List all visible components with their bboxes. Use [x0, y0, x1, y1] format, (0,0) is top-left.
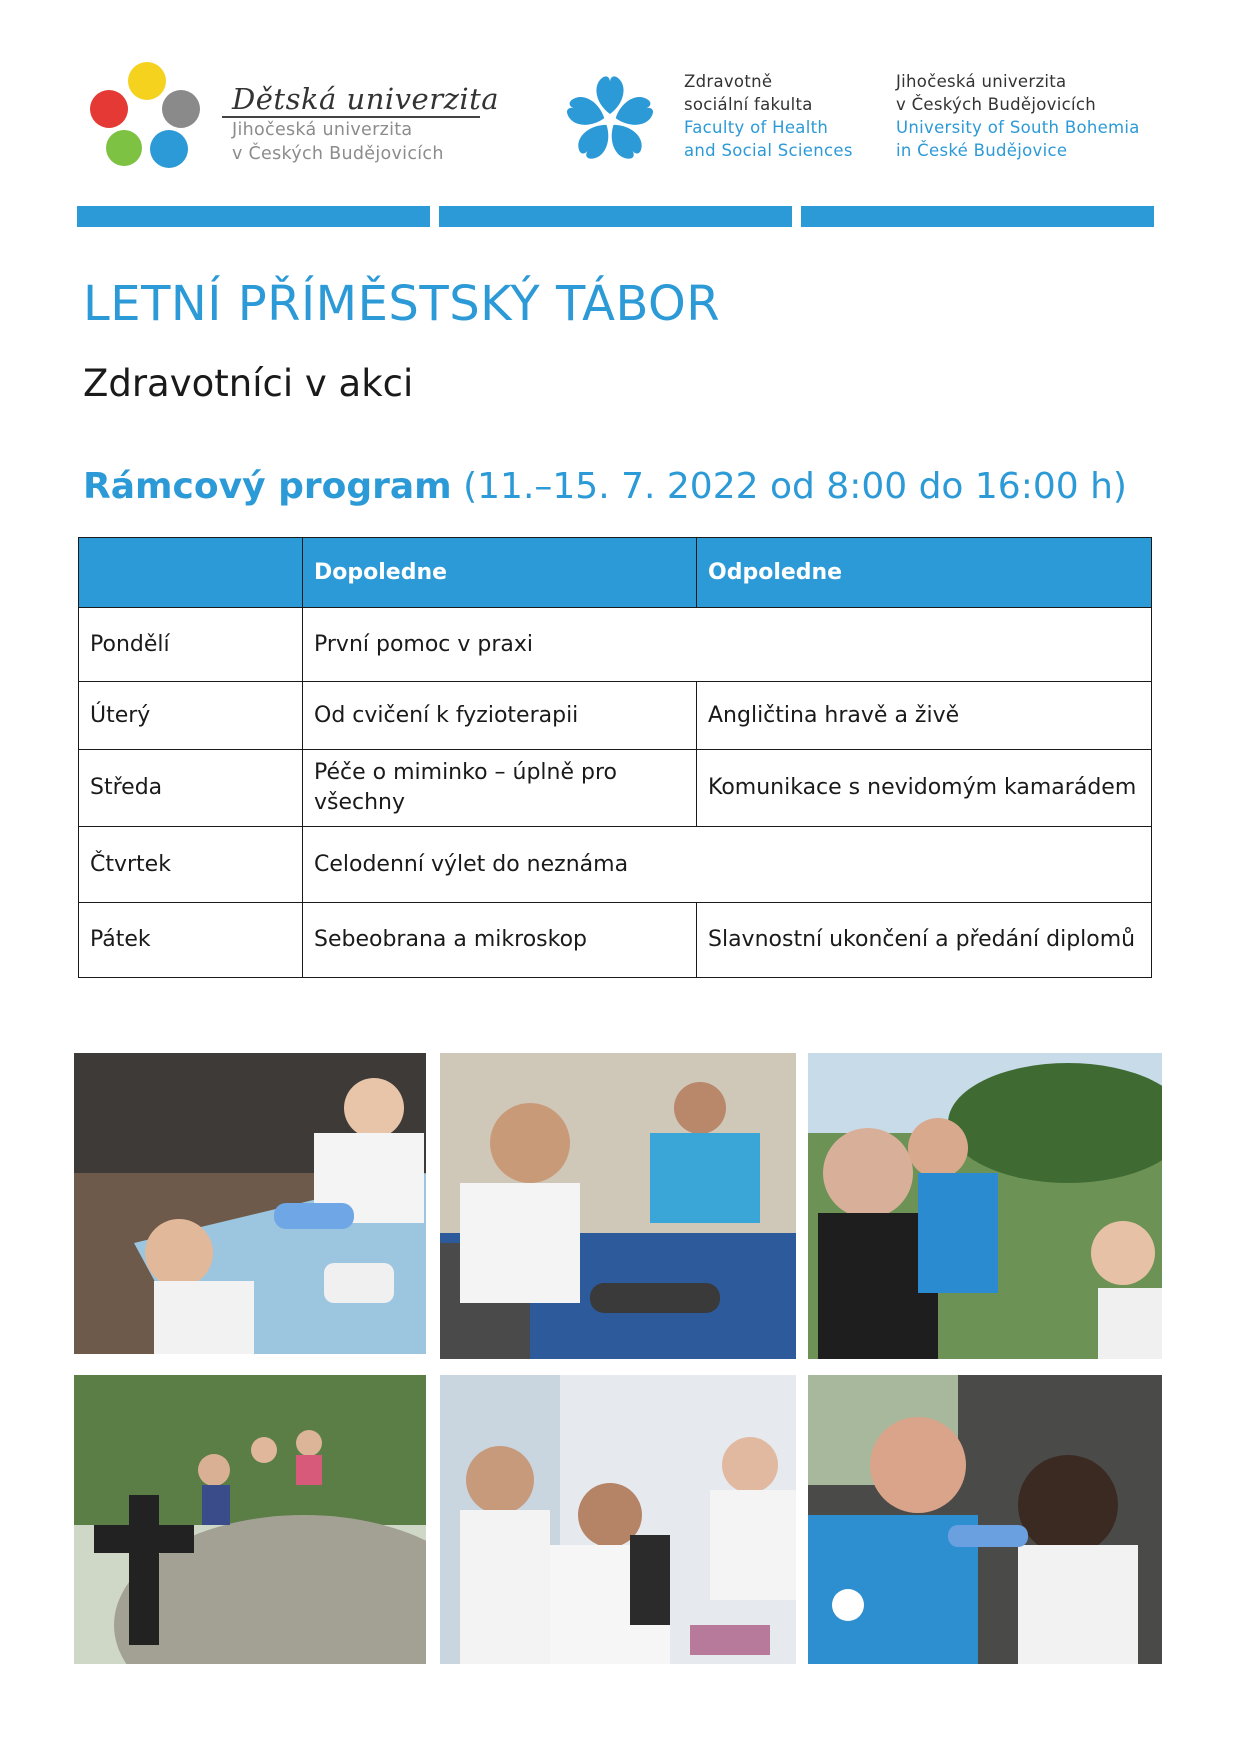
afternoon-cell: Angličtina hravě a živě	[697, 682, 1152, 750]
photo-trip-rock-cross	[74, 1375, 426, 1664]
detska-uni-line2: v Českých Budějovicích	[232, 144, 444, 164]
header-divider-bar-1	[77, 206, 430, 227]
morning-cell: Od cvičení k fyzioterapii	[303, 682, 697, 750]
all-day-cell: První pomoc v praxi	[303, 608, 1152, 682]
schedule-table	[78, 537, 1152, 978]
table-header-cell: Odpoledne	[697, 538, 1152, 608]
university-cz-line2: v Českých Budějovicích	[896, 95, 1096, 114]
header-divider-bar-2	[439, 206, 792, 227]
all-day-cell: Celodenní výlet do neznáma	[303, 827, 1152, 903]
afternoon-cell: Slavnostní ukončení a předání diplomů	[697, 903, 1152, 978]
logo-dot-yellow-icon	[128, 62, 166, 100]
page-title: LETNÍ PŘÍMĚSTSKÝ TÁBOR	[83, 276, 721, 332]
wordmark-underline	[222, 116, 480, 118]
logo-dot-gray-icon	[162, 90, 200, 128]
university-en-line2: in České Budějovice	[896, 141, 1068, 160]
logo-dot-red-icon	[90, 90, 128, 128]
day-cell: Pondělí	[79, 608, 303, 682]
detska-uni-line1: Jihočeská univerzita	[232, 120, 413, 140]
table-row	[79, 608, 1152, 682]
logo-dot-blue-icon	[150, 130, 188, 168]
photo-first-aid-outdoor	[808, 1053, 1162, 1359]
program-time: od 8:00 do 16:00 h)	[769, 466, 1127, 507]
table-row	[79, 903, 1152, 978]
day-cell: Středa	[79, 750, 303, 827]
table-row	[79, 750, 1152, 827]
university-cz-line1: Jihočeská univerzita	[896, 72, 1067, 91]
photo-kids-on-floor	[440, 1053, 796, 1359]
program-dates: (11.–15. 7. 2022	[463, 466, 759, 507]
day-cell: Úterý	[79, 682, 303, 750]
photo-bandaging	[74, 1053, 426, 1354]
faculty-en-line1: Faculty of Health	[684, 118, 829, 137]
university-en-line1: University of South Bohemia	[896, 118, 1140, 137]
photo-microscope	[440, 1375, 796, 1664]
day-cell: Čtvrtek	[79, 827, 303, 903]
day-cell: Pátek	[79, 903, 303, 978]
detska-univerzita-wordmark: Dětská univerzita	[232, 82, 500, 116]
morning-cell: Péče o miminko – úplně pro všechny	[303, 750, 697, 827]
table-row	[79, 827, 1152, 903]
table-header-row	[79, 538, 1152, 608]
program-label: Rámcový program	[83, 466, 452, 507]
header-divider-bar-3	[801, 206, 1154, 227]
morning-cell: Sebeobrana a mikroskop	[303, 903, 697, 978]
program-heading	[83, 466, 1127, 507]
table-header-cell	[79, 538, 303, 608]
afternoon-cell: Komunikace s nevidomým kamarádem	[697, 750, 1152, 827]
faculty-heart-flower-icon	[560, 70, 660, 170]
table-header-cell: Dopoledne	[303, 538, 697, 608]
faculty-cz-line2: sociální fakulta	[684, 95, 813, 114]
faculty-cz-line1: Zdravotně	[684, 72, 773, 91]
faculty-en-line2: and Social Sciences	[684, 141, 853, 160]
page-subtitle: Zdravotníci v akci	[83, 362, 414, 405]
photo-car-rescue	[808, 1375, 1162, 1664]
logo-dot-green-icon	[106, 130, 142, 166]
table-row	[79, 682, 1152, 750]
